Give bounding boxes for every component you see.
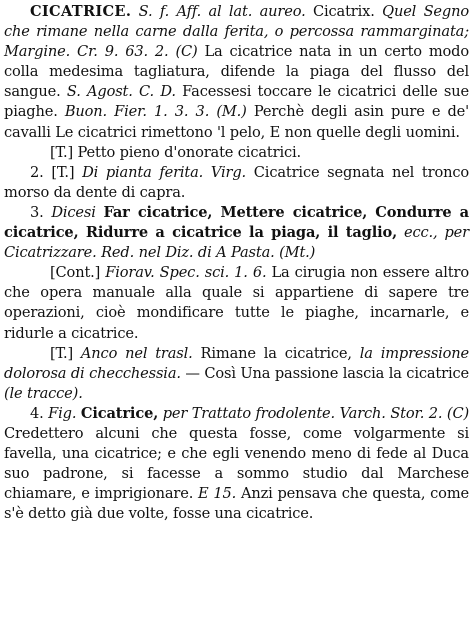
usage-tag: [T.] [50, 344, 74, 362]
definition: Quel Segno che rimane nella carne dalla ferita, o percossa rammarginata; Margine. [4, 3, 469, 61]
phrase: Far cicatrice, Mettere cicatrice, Condurre a cicatrice, Ridurre a cicatrice la piaga, il taglio, [4, 203, 469, 242]
quotation: Facessesi toccare le cicatrici delle sue piaghe. [4, 83, 469, 121]
sense-number: 4. [30, 404, 44, 422]
citation: Virg. [210, 163, 247, 181]
quotation: Cicatrice segnata nel tronco morso da dente di capra. [4, 163, 469, 201]
gloss: (le tracce). [4, 384, 83, 402]
headword: CICATRICE. [30, 3, 132, 20]
citation: E 15. [198, 485, 237, 503]
quotation: Anzi pensava che questa, come s'è detto già due volte, fosse una cicatrice. [4, 485, 469, 523]
subsense-paragraph [4, 263, 469, 343]
example-text: Rimane la cicatrice, [200, 344, 352, 362]
subsense-paragraph [4, 344, 469, 404]
citation: Buon. Fier. 1. 3. 3. (M.) [64, 103, 247, 121]
sense-number: 3. [30, 203, 44, 221]
usage-note: Anco nel trasl. [80, 344, 193, 362]
example-text: — Così Una passione lascia la cicatrice [185, 364, 469, 382]
grammar-note: S. f. Aff. al lat. aureo. [138, 3, 306, 20]
citation: Fiorav. Spec. sci. 1. 6. [105, 264, 267, 282]
usage-note: Fig. [48, 404, 77, 422]
citation: Varch. Stor. 2. (C) [339, 404, 470, 422]
sense-number: 2. [30, 163, 44, 181]
citation: S. Agost. C. D. [66, 83, 176, 101]
usage-note: Dicesi [51, 203, 96, 221]
definition: per Trattato frodolente. [162, 404, 336, 422]
usage-tag: [Cont.] [50, 264, 101, 282]
usage-tag: [T.] [50, 143, 74, 161]
quotation: La cirugia non essere altro che opera manuale alla quale si appartiene di sapere tre operazioni, cioè mondificare tutte le piaghe, incarnarle, e ridurle a cicatrice. [4, 264, 469, 342]
citation: Cr. 9. 63. 2. (C) [77, 43, 198, 61]
latin-equivalent: Cicatrix. [312, 3, 375, 20]
sense-3-paragraph [4, 203, 469, 263]
phrase: Cicatrice, [80, 404, 159, 422]
subsense-paragraph [4, 143, 469, 163]
entry-main-paragraph [4, 2, 469, 143]
definition: la impressione dolorosa di checchessia. [4, 344, 469, 382]
example-text: Petto pieno d'onorate cicatrici. [77, 143, 301, 161]
sense-4-paragraph [4, 404, 469, 525]
quotation: Credettero alcuni che questa fosse, come volgarmente si favella, una cicatrice; e che egli venendo meno di fede al Duca suo padrone, si facesse a sommo studio dal Marchese chiamare, e imprigionare. [4, 424, 469, 503]
quotation: La cicatrice nata in un certo modo colla medesima tagliatura, difende la piaga del flusso del sangue. [4, 43, 469, 101]
quotation: Perchè degli asin pure e de' cavalli Le cicatrici rimettono 'l pelo, E non quelle degli uomini. [4, 103, 470, 141]
sense-2-paragraph [4, 163, 469, 203]
usage-tag: [T.] [51, 163, 75, 181]
definition: Di pianta ferita. [82, 163, 204, 181]
definition: ecc., per Cicatrizzare. Red. nel Diz. di A Pasta. (Mt.) [4, 224, 469, 262]
